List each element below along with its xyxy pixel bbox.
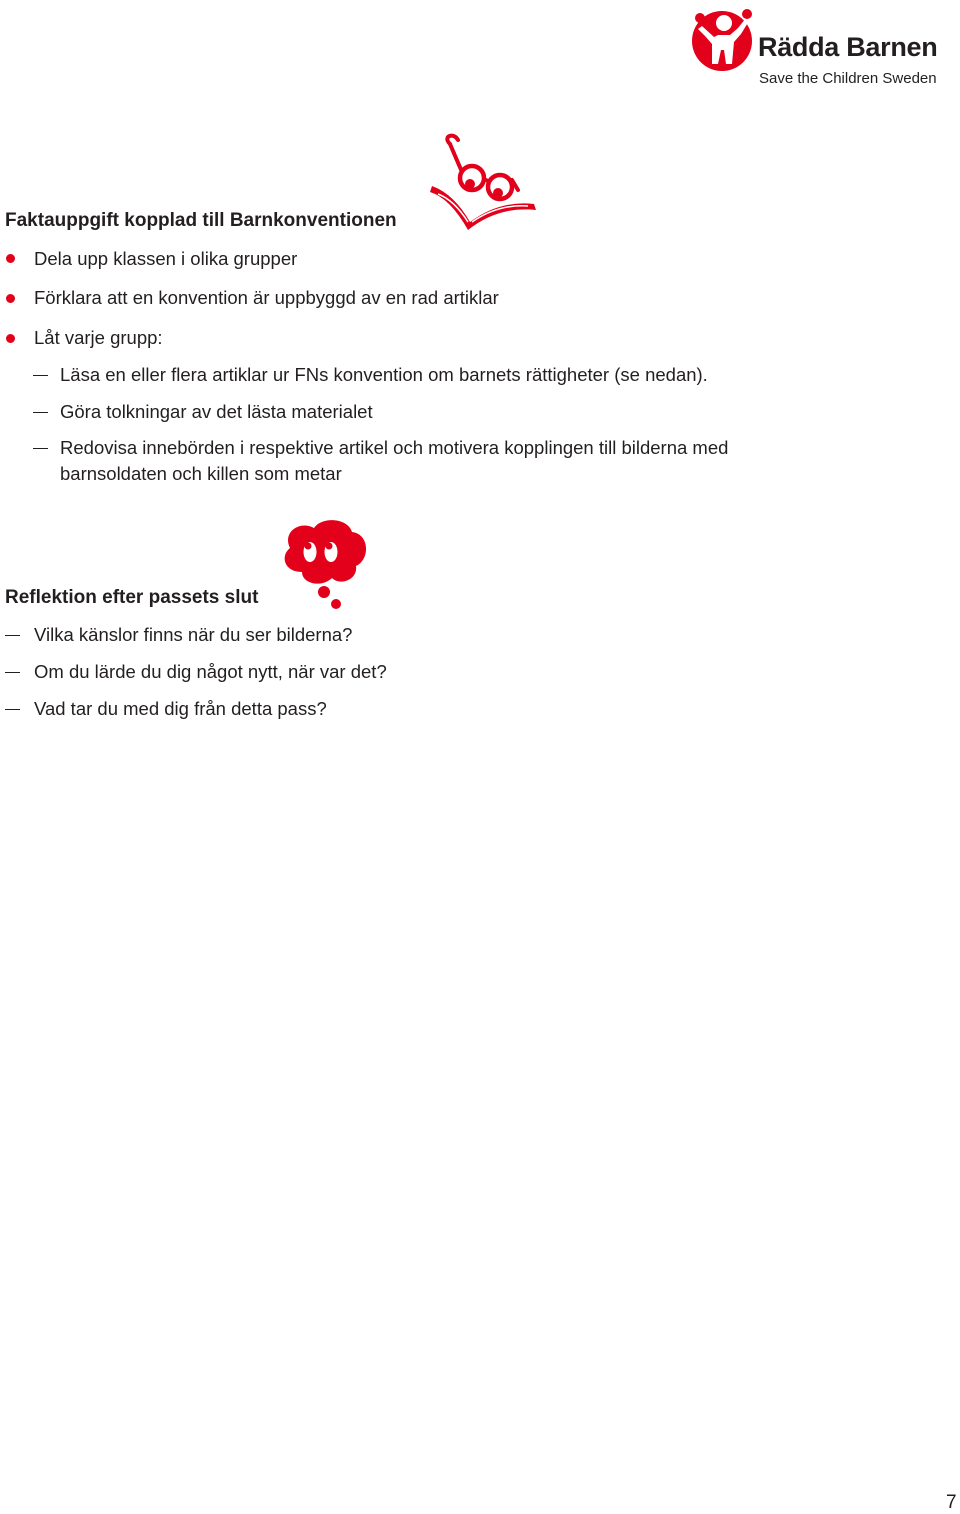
child-figure-icon — [688, 4, 754, 72]
sub-item: Redovisa innebörden i respektive artikel och motivera kopplingen till bilderna med — [60, 437, 729, 458]
rädda-barnen-logo — [688, 4, 960, 88]
thought-bubble-icon — [278, 518, 370, 610]
reflection-item: Vad tar du med dig från detta pass? — [34, 698, 327, 719]
bullet-item: Låt varje grupp: — [34, 327, 163, 348]
book-glasses-icon — [428, 132, 538, 240]
bullet-dot — [6, 294, 15, 303]
reflection-item: Vilka känslor finns när du ser bilderna? — [34, 624, 353, 645]
dash-marker — [5, 709, 20, 710]
sub-item: Göra tolkningar av det lästa materialet — [60, 401, 373, 422]
sub-item: Läsa en eller flera artiklar ur FNs konvention om barnets rättigheter (se nedan). — [60, 364, 708, 385]
dash-marker — [5, 635, 20, 636]
bullet-item: Förklara att en konvention är uppbyggd av en rad artiklar — [34, 287, 499, 308]
dash-marker — [33, 412, 48, 413]
bullet-item: Dela upp klassen i olika grupper — [34, 248, 298, 269]
bullet-dot — [6, 254, 15, 263]
sub-item-continuation: barnsoldaten och killen som metar — [60, 463, 342, 484]
dash-marker — [33, 448, 48, 449]
section-heading-reflektion: Reflektion efter passets slut — [5, 587, 259, 608]
page-number: 7 — [946, 1492, 957, 1513]
bullet-dot — [6, 334, 15, 343]
logo-name: Rädda Barnen — [758, 32, 938, 62]
section-heading-faktauppgift: Faktauppgift kopplad till Barnkonventionen — [5, 210, 397, 231]
dash-marker — [5, 672, 20, 673]
logo-tagline: Save the Children Sweden — [759, 70, 937, 87]
dash-marker — [33, 375, 48, 376]
reflection-item: Om du lärde du dig något nytt, när var det? — [34, 661, 387, 682]
